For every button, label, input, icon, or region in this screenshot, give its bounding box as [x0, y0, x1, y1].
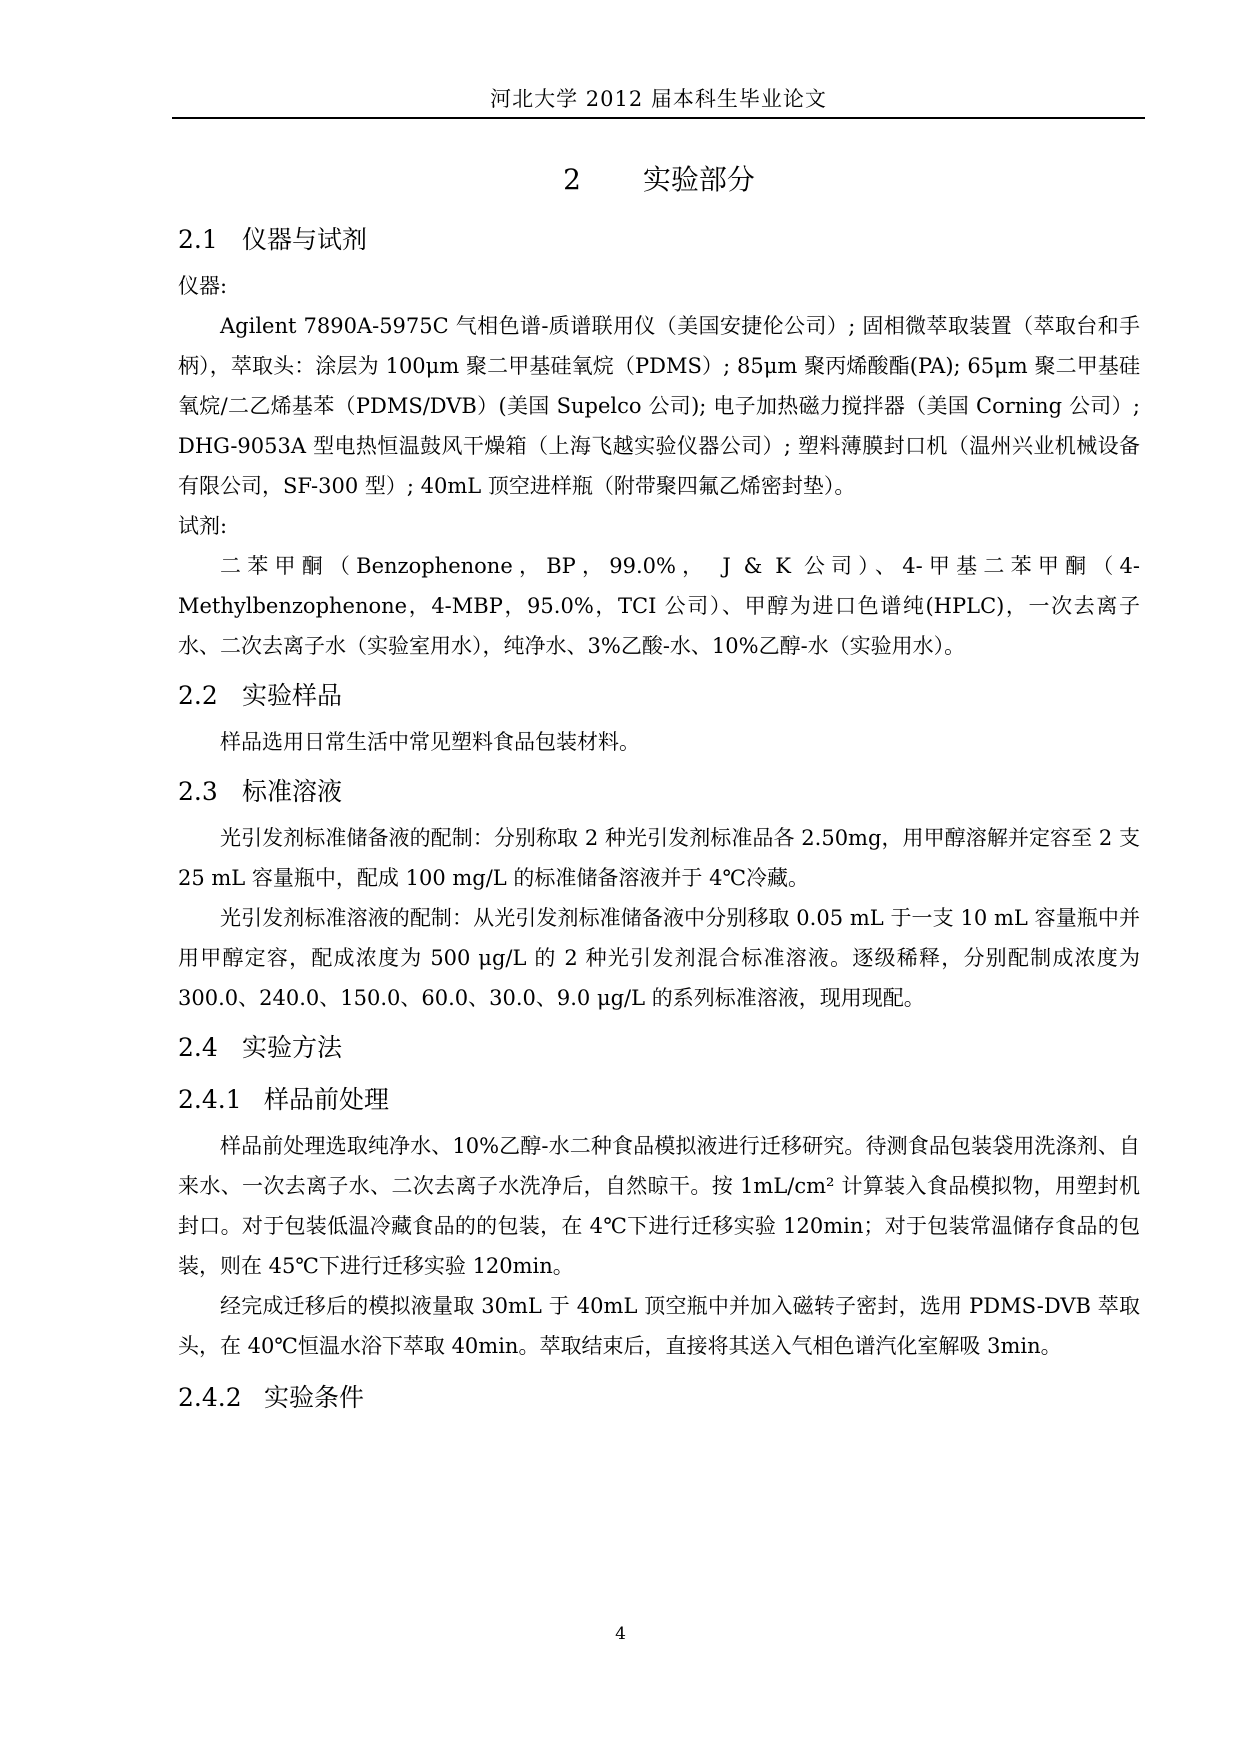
reagents-paragraph: 二苯甲酮（Benzophenone，BP，99.0%， J & K 公司）、4-甲基二苯甲酮（4-Methylbenzophenone，4-MBP，95.0%，TCI 公司）、甲醇为进口色谱纯(HPLC)，一次去离子水、二次去离子水（实验室用水），纯净水、3%乙酸-水、10%乙醇-水（实验用水）。: [178, 554, 1140, 658]
section-title: 实验样品: [242, 681, 343, 710]
chapter-number: 2: [563, 163, 581, 196]
section-number: 2.2: [178, 681, 218, 710]
section-title: 仪器与试剂: [242, 225, 368, 254]
pretreatment-paragraph-2: 经完成迁移后的模拟液量取 30mL 于 40mL 顶空瓶中并加入磁转子密封，选用 PDMS-DVB 萃取头，在 40℃恒温水浴下萃取 40min。萃取结束后，直接将其送入气相色谱汽化室解吸 3min。: [178, 1294, 1140, 1358]
section-title: 标准溶液: [242, 777, 343, 806]
subsection-number: 2.4.2: [178, 1383, 242, 1412]
page-number: 4: [615, 1624, 626, 1644]
samples-paragraph: 样品选用日常生活中常见塑料食品包装材料。: [220, 730, 640, 754]
subsection-number: 2.4.1: [178, 1085, 242, 1114]
instruments-paragraph: Agilent 7890A-5975C 气相色谱-质谱联用仪（美国安捷伦公司）; 固相微萃取装置（萃取台和手柄），萃取头：涂层为 100μm 聚二甲基硅氧烷（PDMS）; 85μm 聚丙烯酸酯(PA); 65μm 聚二甲基硅氧烷/二乙烯基苯（PDMS/DVB）(美国 Supelco 公司); 电子加热磁力搅拌器（美国 Corning 公司）; DHG-9053A 型电热恒温鼓风干燥箱（上海飞越实验仪器公司）; 塑料薄膜封口机（温州兴业机械设备有限公司，SF-300 型）; 40mL 顶空进样瓶（附带聚四氟乙烯密封垫）。: [178, 314, 1140, 498]
subsection-heading-2-4-2: [178, 1378, 1140, 1418]
reagents-label: 试剂:: [178, 514, 228, 538]
subsection-title: 样品前处理: [264, 1085, 390, 1114]
section-heading-2-1: [178, 220, 1140, 260]
section-heading-2-3: [178, 772, 1140, 812]
section-title: 实验方法: [242, 1033, 343, 1062]
subsection-heading-2-4-1: [178, 1080, 1140, 1120]
running-header: 河北大学 2012 届本科生毕业论文: [490, 87, 827, 111]
stock-solution-paragraph: 光引发剂标准储备液的配制：分别称取 2 种光引发剂标准品各 2.50mg，用甲醇溶解并定容至 2 支 25 mL 容量瓶中，配成 100 mg/L 的标准储备溶液并于 4℃冷藏。: [178, 826, 1140, 890]
section-heading-2-2: [178, 676, 1140, 716]
section-number: 2.3: [178, 777, 218, 806]
section-number: 2.1: [178, 225, 218, 254]
standard-solution-paragraph: 光引发剂标准溶液的配制：从光引发剂标准储备液中分别移取 0.05 mL 于一支 10 mL 容量瓶中并用甲醇定容，配成浓度为 500 μg/L 的 2 种光引发剂混合标准溶液。逐级稀释，分别配制成浓度为 300.0、240.0、150.0、60.0、30.0、9.0 μg/L 的系列标准溶液，现用现配。: [178, 906, 1140, 1010]
chapter-title: [178, 154, 1140, 206]
section-number: 2.4: [178, 1033, 218, 1062]
section-heading-2-4: [178, 1028, 1140, 1068]
header-rule: [172, 117, 1145, 119]
subsection-title: 实验条件: [264, 1383, 365, 1412]
pretreatment-paragraph-1: 样品前处理选取纯净水、10%乙醇-水二种食品模拟液进行迁移研究。待测食品包装袋用洗涤剂、自来水、一次去离子水、二次去离子水洗净后，自然晾干。按 1mL/cm² 计算装入食品模拟物，用塑封机封口。对于包装低温冷藏食品的的包装，在 4℃下进行迁移实验 120min；对于包装常温储存食品的包装，则在 45℃下进行迁移实验 120min。: [178, 1134, 1140, 1278]
page-content: [178, 154, 1140, 1424]
instruments-label: 仪器:: [178, 274, 228, 298]
chapter-title-text: 实验部分: [642, 163, 755, 196]
